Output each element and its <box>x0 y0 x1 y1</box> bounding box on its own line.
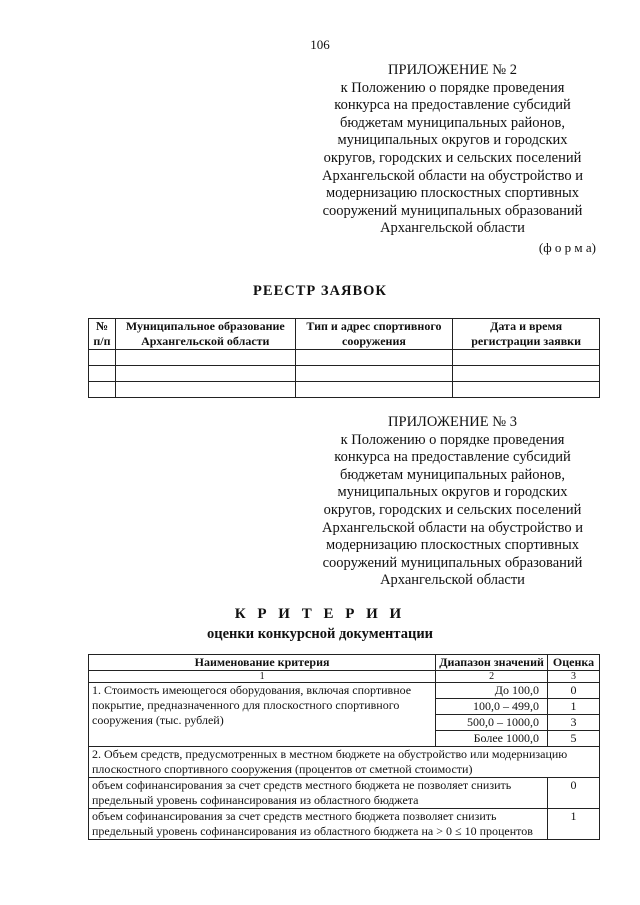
appendix-2-line: модернизацию плоскостных спортивных <box>325 185 580 202</box>
appendix-3-line: к Положению о порядке проведения <box>340 431 565 448</box>
registry-header-number: № п/п <box>89 319 116 350</box>
criteria-title: К Р И Т Е Р И И <box>234 606 406 622</box>
criteria-col-number: 2 <box>436 671 548 683</box>
appendix-3-line: муниципальных округов и городских <box>337 484 568 501</box>
criteria-row <box>89 778 600 809</box>
criteria-row <box>89 747 600 778</box>
criterion-2-name: 2. Объем средств, предусмотренных в местном бюджете на обустройство или модернизацию плоскостного спортивного сооружения (процентов от сметной стоимости) <box>89 747 600 778</box>
criteria-header-name: Наименование критерия <box>89 655 436 671</box>
criterion-1-score: 5 <box>547 731 599 747</box>
criteria-header-row <box>89 655 600 671</box>
appendix-2-line: бюджетам муниципальных районов, <box>339 114 566 131</box>
criterion-1-range: До 100,0 <box>436 683 548 699</box>
criteria-table <box>88 654 600 840</box>
registry-header-datetime: Дата и время регистрации заявки <box>453 319 600 350</box>
appendix-3-line: Архангельской области на обустройство и <box>322 519 583 536</box>
registry-header-municipality: Муниципальное образование Архангельской области <box>115 319 295 350</box>
appendix-2-line: конкурса на предоставление субсидий <box>334 97 571 114</box>
criterion-1-range: Более 1000,0 <box>436 731 548 747</box>
registry-empty-row <box>89 382 600 398</box>
registry-header-facility: Тип и адрес спортивного сооружения <box>295 319 453 350</box>
criteria-row <box>89 809 600 840</box>
appendix-3-block <box>305 414 600 590</box>
registry-empty-row <box>89 350 600 366</box>
criterion-1-score: 1 <box>547 699 599 715</box>
criteria-header-range: Диапазон значений <box>436 655 548 671</box>
appendix-3-line: бюджетам муниципальных районов, <box>339 466 566 483</box>
criterion-1-range: 100,0 – 499,0 <box>436 699 548 715</box>
criteria-col-number: 1 <box>89 671 436 683</box>
appendix-2-line: Архангельской области <box>380 220 525 237</box>
criterion-1-range: 500,0 – 1000,0 <box>436 715 548 731</box>
appendix-2-line: к Положению о порядке проведения <box>340 79 565 96</box>
appendix-2-line: муниципальных округов и городских <box>337 132 568 149</box>
appendix-2-line: сооружений муниципальных образований <box>322 202 583 219</box>
criterion-1-score: 0 <box>547 683 599 699</box>
appendix-3-line: сооружений муниципальных образований <box>322 554 583 571</box>
appendix-2-title: ПРИЛОЖЕНИЕ № 2 <box>388 62 517 78</box>
criterion-2-option: объем софинансирования за счет средств местного бюджета позволяет снизить предельный уровень софинансирования из областного бюджета на > 0 ≤ 10 процентов <box>89 809 548 840</box>
page-number: 106 <box>310 37 330 52</box>
criterion-1-name: 1. Стоимость имеющегося оборудования, включая спортивное покрытие, предназначенного для плоскостного спортивного сооружения (тыс. рублей) <box>89 683 436 747</box>
appendix-2-line: округов, городских и сельских поселений <box>323 149 582 166</box>
form-note: (ф о р м а) <box>538 240 596 255</box>
appendix-3-line: конкурса на предоставление субсидий <box>334 449 571 466</box>
criterion-1-score: 3 <box>547 715 599 731</box>
criteria-header-score: Оценка <box>547 655 599 671</box>
appendix-3-line: модернизацию плоскостных спортивных <box>325 537 580 554</box>
appendix-2-block <box>305 62 600 238</box>
appendix-3-line: округов, городских и сельских поселений <box>323 501 582 518</box>
registry-title: РЕЕСТР ЗАЯВОК <box>253 283 387 299</box>
criterion-2-option: объем софинансирования за счет средств местного бюджета не позволяет снизить предельный уровень софинансирования из областного бюджета <box>89 778 548 809</box>
criterion-2-score: 0 <box>547 778 599 809</box>
criteria-column-number-row <box>89 671 600 683</box>
appendix-2-line: Архангельской области на обустройство и <box>322 167 583 184</box>
appendix-3-line: Архангельской области <box>380 572 525 589</box>
criteria-row <box>89 683 600 699</box>
registry-empty-row <box>89 366 600 382</box>
registry-header-row <box>89 319 600 350</box>
criteria-col-number: 3 <box>547 671 599 683</box>
registry-table <box>88 318 600 398</box>
criteria-subtitle: оценки конкурсной документации <box>206 626 434 642</box>
appendix-3-title: ПРИЛОЖЕНИЕ № 3 <box>388 414 517 430</box>
criterion-2-score: 1 <box>547 809 599 840</box>
